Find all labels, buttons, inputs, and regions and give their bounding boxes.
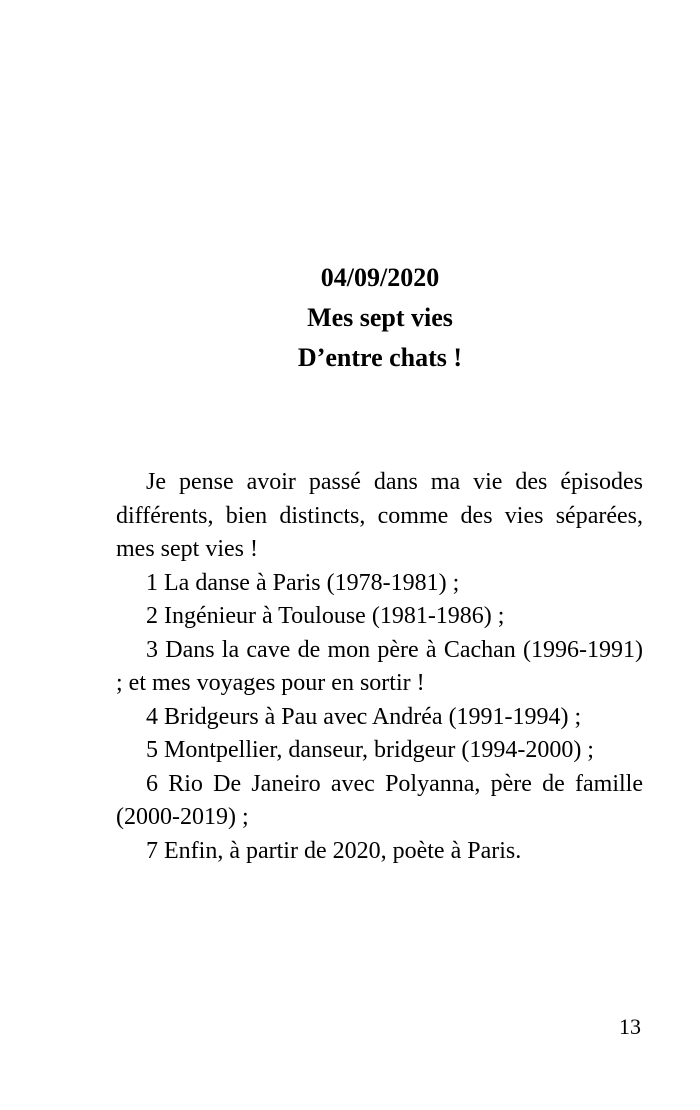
chapter-title-line-2: D’entre chats ! [297, 343, 463, 372]
list-item-4: 4 Bridgeurs à Pau avec Andréa (1991-1994) ; [146, 703, 582, 730]
list-item-6: 6 Rio De Janeiro avec Polyanna, père de famille (2000-2019) ; [116, 770, 643, 830]
chapter-heading [0, 258, 700, 378]
intro-paragraph: Je pense avoir passé dans ma vie des épisodes différents, bien distincts, comme des vies séparées, mes sept vies ! [116, 469, 643, 562]
list-item-7: 7 Enfin, à partir de 2020, poète à Paris. [146, 837, 522, 864]
chapter-title-line-1: Mes sept vies [307, 303, 453, 332]
list-item-5: 5 Montpellier, danseur, bridgeur (1994-2000) ; [146, 737, 594, 763]
chapter-body [116, 466, 643, 868]
list-item-3: 3 Dans la cave de mon père à Cachan (1996-1991) ; et mes voyages pour en sortir ! [116, 636, 643, 696]
chapter-date: 04/09/2020 [320, 263, 440, 292]
list-item-2: 2 Ingénieur à Toulouse (1981-1986) ; [146, 603, 505, 629]
list-item-1: 1 La danse à Paris (1978-1981) ; [146, 569, 460, 596]
page-number: 13 [619, 1014, 641, 1039]
